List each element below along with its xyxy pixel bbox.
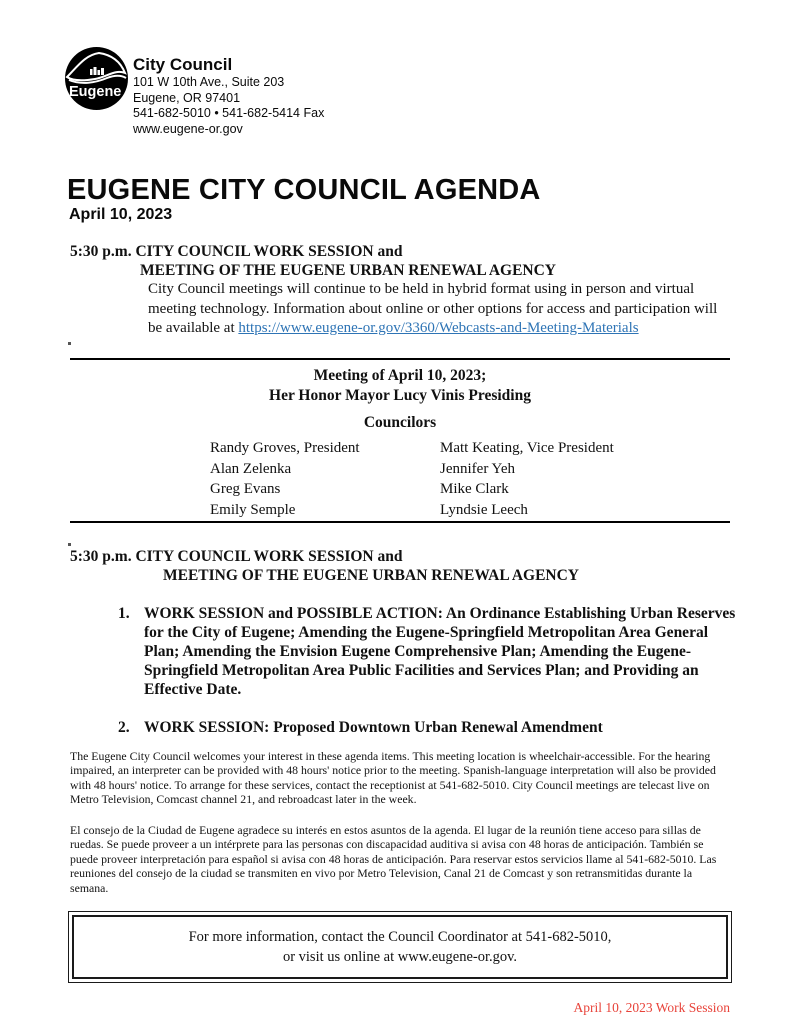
agenda-item-list [118,604,736,737]
session1-description-text: City Council meetings will continue to be held in hybrid format using in person and virtual meeting technology. Information about online or other options for access and participation will be available at [148,281,718,336]
divider-rule [70,358,730,360]
page-title: EUGENE CITY COUNCIL AGENDA [67,174,541,206]
webcasts-link[interactable]: https://www.eugene-or.gov/3360/Webcasts-and-Meeting-Materials [238,320,639,336]
org-name: City Council [133,55,233,74]
address-line-2: Eugene, OR 97401 [133,90,241,105]
councilors-column-right [440,438,614,520]
divider-rule [70,521,730,523]
agenda-item-text: WORK SESSION: Proposed Downtown Urban Renewal Amendment [144,719,603,736]
accessibility-notice-spanish: El consejo de la Ciudad de Eugene agradece su interés en estos asuntos de la agenda. El lugar de la reunión tiene acceso para sillas de ruedas. Se puede proveer a un intérprete para las personas con discapacidad auditiva si avisa con 48 horas de anticipación. También se puede proveer interpretación para español si avisa con 48 horas de anticipación. Para reservar estos servicios llame al 541-682-5010. Las reuniones del consejo de la ciudad se transmiten en vivo por Metro Television, Canal 21 de Comcast y son retransmitidas durante la semana. [70,823,717,895]
councilor-name: Lyndsie Leech [440,501,528,518]
session2-heading [70,547,732,585]
letterhead-text [133,47,324,137]
session1-line2: MEETING OF THE EUGENE URBAN RENEWAL AGENCY [140,262,556,279]
councilor-name: Matt Keating, Vice President [440,440,614,456]
meeting-heading-line1: Meeting of April 10, 2023; [313,367,487,384]
councilor-name: Jennifer Yeh [440,460,515,477]
stray-mark [68,543,71,546]
session2-line2: MEETING OF THE EUGENE URBAN RENEWAL AGENCY [163,567,579,584]
agenda-item-2 [118,718,736,737]
councilors-heading: Councilors [363,414,437,431]
eugene-city-logo-icon [65,47,128,110]
meeting-heading [70,366,730,406]
councilor-name: Greg Evans [210,481,281,497]
contact-info-line2: or visit us online at www.eugene-or.gov. [282,949,518,965]
agenda-item-1 [118,604,736,699]
agenda-item-text: WORK SESSION and POSSIBLE ACTION: An Ordinance Establishing Urban Reserves for the City of Eugene; Amending the Eugene-Springfield Metropolitan Area General Plan; Amending the Envision Eugene Comprehensive Plan; Amending the Eugene-Springfield Metropolitan Area Public Facilities and Services Plan; and Providing an Effective Date. [144,605,736,698]
councilors-column-left [210,438,440,520]
contact-info-box-inner [72,915,728,979]
session1-line1: 5:30 p.m. CITY COUNCIL WORK SESSION and [70,243,403,260]
session1-description [148,280,730,339]
page-date: April 10, 2023 [69,206,173,223]
councilor-name: Emily Semple [210,501,296,518]
contact-info-box [68,911,732,983]
contact-info-line1: For more information, contact the Council Coordinator at 541-682-5010, [188,929,612,945]
stray-mark [68,342,71,345]
logo-wordmark: Eugene [69,84,122,100]
letterhead [65,47,324,137]
agenda-item-number: 2. [118,719,130,736]
accessibility-notice-english: The Eugene City Council welcomes your interest in these agenda items. This meeting location is wheelchair-accessible. For the hearing impaired, an interpreter can be provided with 48 hours' notice prior to the meeting. Spanish-language interpretation will also be provided with 48 hours' notice. To arrange for these services, contact the receptionist at 541-682-5010. City Council meetings are telecast live on Metro Television, Comcast channel 21, and rebroadcast later in the week. [70,749,716,807]
agenda-item-number: 1. [118,605,130,622]
councilor-name: Randy Groves, President [210,440,360,456]
councilor-name: Mike Clark [440,481,509,497]
councilor-name: Alan Zelenka [210,460,292,477]
address-line-4: www.eugene-or.gov [133,121,243,136]
councilors-list [70,438,730,520]
address-line-3: 541-682-5010 • 541-682-5414 Fax [133,106,325,120]
document-footer-label: April 10, 2023 Work Session [573,1000,730,1015]
session1-heading [70,242,732,280]
session2-line1: 5:30 p.m. CITY COUNCIL WORK SESSION and [70,548,403,565]
address-line-1: 101 W 10th Ave., Suite 203 [133,75,285,89]
meeting-heading-line2: Her Honor Mayor Lucy Vinis Presiding [269,387,531,404]
